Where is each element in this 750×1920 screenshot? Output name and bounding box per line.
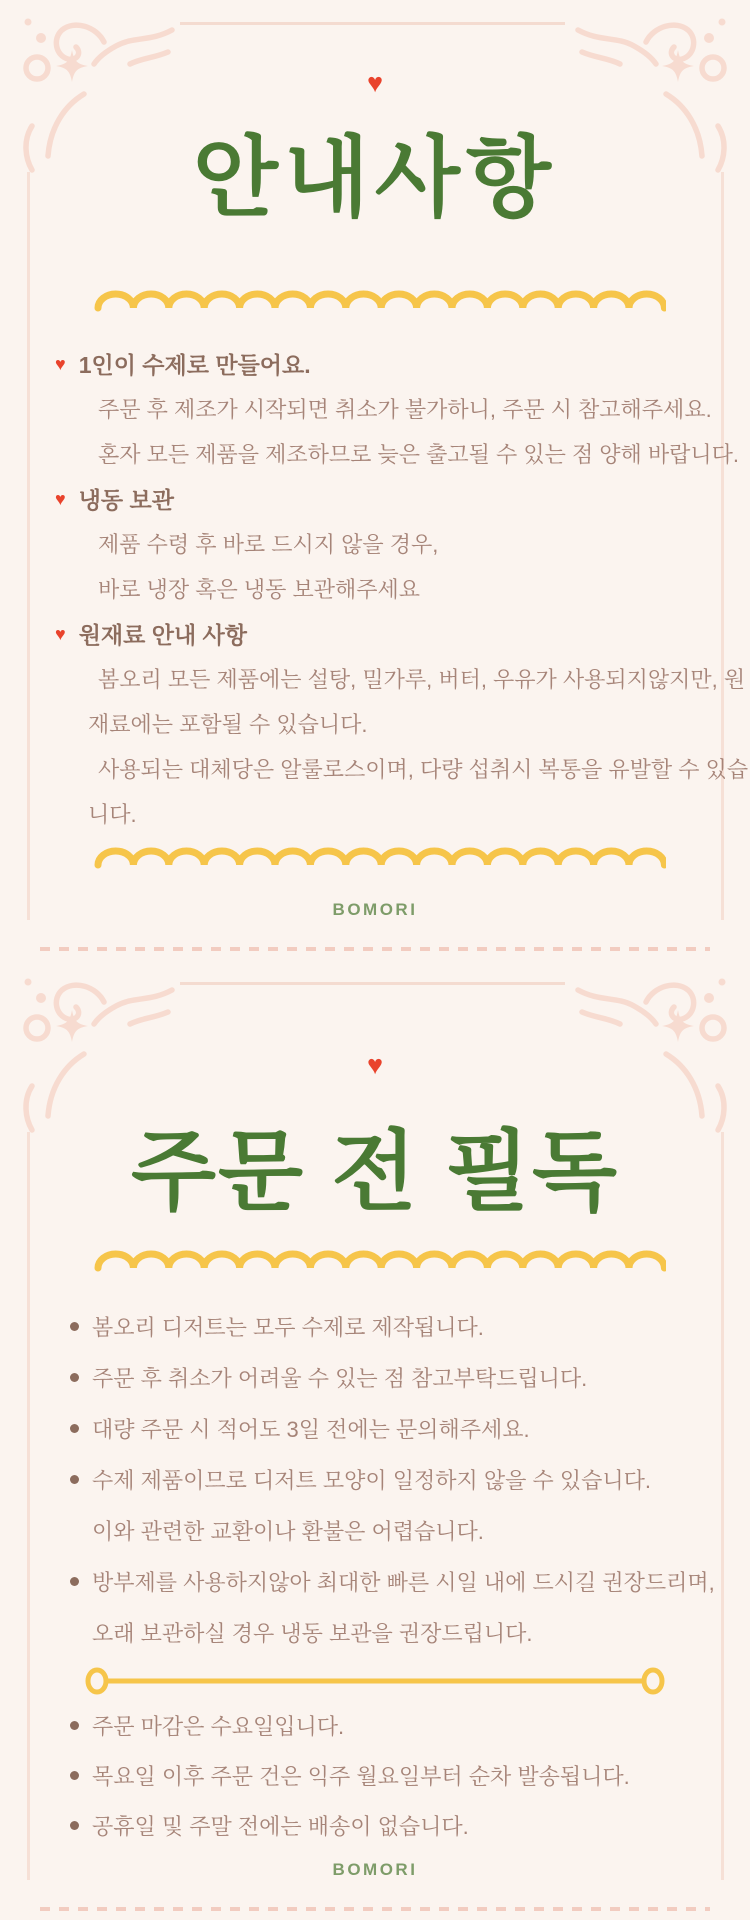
dashed-section-divider [40,947,710,951]
brand-logo-text: BOMORI [332,900,418,919]
notice-text-row [0,1556,750,1607]
notice-text-row [0,1700,750,1750]
pre-order-list-bottom [0,1700,750,1850]
line-text: 공휴일 및 주말 전에는 배송이 없습니다. [92,1813,469,1839]
notice-text-row [0,386,750,431]
notice-text-row [0,566,750,611]
pre-order-list-top [0,1301,750,1658]
notice-text-row [0,656,750,701]
line-text: 사용되는 대체당은 알룰로스이며, 다량 섭취시 복통을 유발할 수 있습 [98,757,749,782]
frame-top-line [180,22,565,25]
notice-text-row [0,791,750,836]
dot-bullet-icon [70,1771,79,1780]
line-text: 혼자 모든 제품을 제조하므로 늦은 출고될 수 있는 점 양해 바랍니다. [98,442,740,467]
notice-text-row [0,1403,750,1454]
line-text: 원재료 안내 사항 [78,622,247,648]
line-text: 방부제를 사용하지않아 최대한 빠른 시일 내에 드시길 권장드리며, [92,1570,715,1595]
line-text: 바로 냉장 혹은 냉동 보관해주세요 [98,577,420,602]
line-text: 오래 보관하실 경우 냉동 보관을 권장드립니다. [92,1621,533,1646]
heart-icon: ♥ [366,68,384,98]
dot-bullet-icon [70,1821,79,1830]
section-pre-order-notice [0,960,750,1920]
corner-ornament-right-icon [572,968,742,1138]
line-text: 제품 수령 후 바로 드시지 않을 경우, [98,532,439,557]
notice-list [0,341,750,836]
notice-text-row [0,1607,750,1658]
notice-text-row [0,1352,750,1403]
line-text: 봄오리 디저트는 모두 수제로 제작됩니다. [92,1315,484,1340]
dashed-section-divider [40,1907,710,1911]
line-text: 주문 후 제조가 시작되면 취소가 불가하니, 주문 시 참고해주세요. [98,397,712,422]
wavy-divider-top [92,1248,666,1274]
line-text: 주문 후 취소가 어려울 수 있는 점 참고부탁드립니다. [92,1366,588,1391]
notice-heading-row [0,476,750,521]
line-text: 주문 마감은 수요일입니다. [92,1713,345,1739]
page-title: 주문 전 필독 [131,1122,619,1221]
dot-bullet-icon [70,1322,79,1331]
notice-heading-row [0,341,750,386]
dot-bullet-icon [70,1424,79,1433]
page-title: 안내사항 [192,128,558,227]
notice-text-row [0,431,750,476]
line-text: 냉동 보관 [78,487,174,513]
frame-top-line [180,982,565,985]
notice-text-row [0,1301,750,1352]
notice-text-row [0,746,750,791]
notice-text-row [0,1505,750,1556]
dot-bullet-icon [70,1373,79,1382]
line-text: 이와 관련한 교환이나 환불은 어렵습니다. [92,1519,484,1544]
notice-heading-row [0,611,750,656]
line-text: 목요일 이후 주문 건은 익주 월요일부터 순차 발송됩니다. [92,1763,630,1789]
line-text: 니다. [88,802,137,827]
notice-text-row [0,701,750,746]
heart-bullet-icon: ♥ [55,488,66,509]
line-text: 1인이 수제로 만들어요. [78,352,311,378]
dot-bullet-icon [70,1475,79,1484]
dot-bullet-icon [70,1577,79,1586]
notice-text-row [0,1750,750,1800]
heart-bullet-icon: ♥ [55,623,66,644]
notice-text-row [0,1454,750,1505]
line-text: 수제 제품이므로 디저트 모양이 일정하지 않을 수 있습니다. [92,1468,651,1493]
wavy-divider-bottom [92,845,666,871]
line-text: 재료에는 포함될 수 있습니다. [88,712,368,737]
dot-bullet-icon [70,1721,79,1730]
wavy-divider-top [92,288,666,314]
brand-logo-text: BOMORI [332,1860,418,1879]
corner-ornament-left-icon [8,968,178,1138]
heart-bullet-icon: ♥ [55,353,66,374]
line-text: 대량 주문 시 적어도 3일 전에는 문의해주세요. [92,1417,530,1442]
notice-text-row [0,521,750,566]
line-text: 봄오리 모든 제품에는 설탕, 밀가루, 버터, 우유가 사용되지않지만, 원 [98,667,746,692]
notice-text-row [0,1800,750,1850]
heart-icon: ♥ [366,1050,384,1080]
line-divider-with-circle-ends [85,1666,665,1696]
